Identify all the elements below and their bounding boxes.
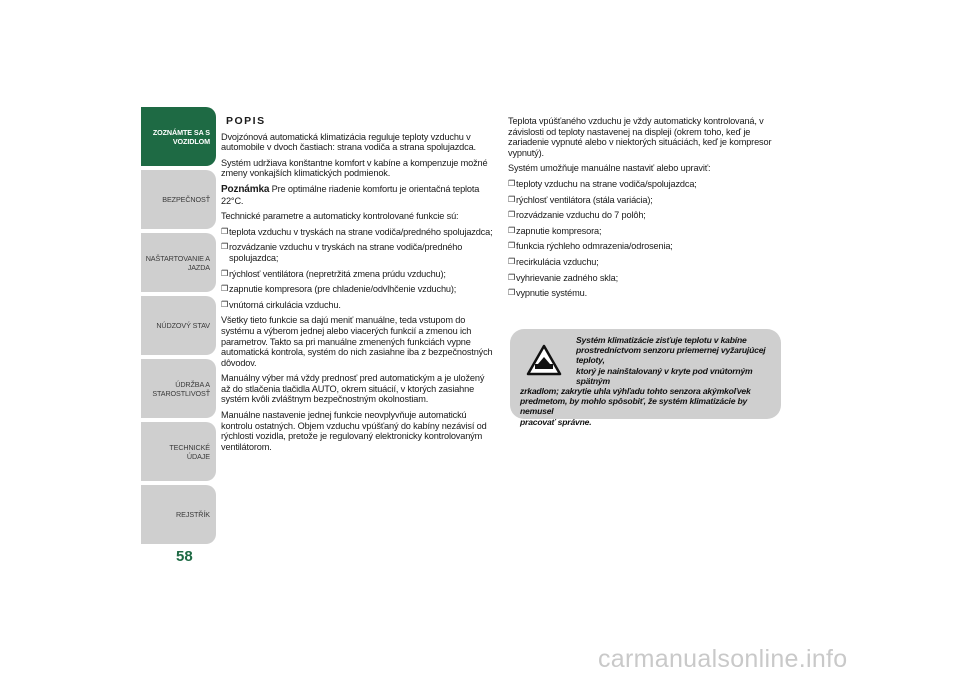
checkbox-bullet-icon: ❒ — [508, 272, 516, 282]
tab-label: ZOZNÁMTE SA S VOZIDLOM — [152, 127, 210, 146]
list-item — [221, 227, 495, 238]
list-item — [508, 179, 776, 190]
checkbox-bullet-icon: ❒ — [508, 241, 516, 251]
paragraph: Systém umožňuje manuálne nastaviť alebo upraviť: — [508, 163, 711, 174]
list-item — [508, 210, 776, 221]
section-heading: POPIS — [226, 115, 266, 127]
tab-technicke-udaje[interactable] — [141, 422, 216, 481]
list-item — [508, 273, 776, 284]
tab-label: NAŠTARTOVANIE A JAZDA — [145, 253, 210, 272]
paragraph: Manuálny výber má vždy prednosť pred automatickým a je uložený až do stlačenia tlačidla AUTO, okrem situácií, v ktorých zasiahne systém kvôli zvláštnym bezpečnostným okolnostiam. — [221, 373, 485, 405]
tab-nastartovanie-a-jazda[interactable] — [141, 233, 216, 292]
tab-label: BEZPEČNOSŤ — [162, 195, 210, 204]
tab-rejstrik[interactable] — [141, 485, 216, 544]
list-item-text: zapnutie kompresora (pre chladenie/odvlhčenie vzduchu); — [229, 284, 457, 295]
right-column — [508, 116, 776, 304]
list-item — [221, 284, 495, 295]
warning-line: zrkadlom; zakrytie uhla výhľadu tohto senzora akýmkoľvek — [520, 386, 751, 397]
checkbox-bullet-icon: ❒ — [508, 210, 516, 220]
checkbox-bullet-icon: ❒ — [221, 299, 229, 309]
warning-line: predmetom, by mohlo spôsobiť, že systém klimatizácie by nemusel — [520, 396, 748, 417]
list-item — [221, 242, 495, 263]
tab-label: NÚDZOVÝ STAV — [156, 321, 210, 330]
left-column — [221, 116, 495, 457]
note-text: Pre optimálne riadenie komfortu je orientačná teplota 22°C. — [221, 183, 480, 206]
checkbox-bullet-icon: ❒ — [508, 288, 516, 298]
paragraph: Všetky tieto funkcie sa dajú meniť manuálne, teda vstupom do systému a výberom jednej alebo viacerých funkcií a zmenou ich parametrov. Takto sa pri manuálne zmenených funkciách vypne automatická kontrola, systém do nich zasiahne iba z bezpečnostných dôvodov. — [221, 315, 493, 368]
list-item-text: rozvádzanie vzduchu v tryskách na strane vodiča/predného spolujazdca; — [229, 242, 463, 263]
checkbox-bullet-icon: ❒ — [508, 194, 516, 204]
tab-bezpecnost[interactable] — [141, 170, 216, 229]
paragraph: Manuálne nastavenie jednej funkcie neovplyvňuje automatickú kontrolu ostatných. Objem vzduchu vpúšťaný do kabíny nezávisí od rýchlosti vozidla, pretože je regulovaný elektronicky kontrolovaným ventilátorom. — [221, 410, 487, 452]
checkbox-bullet-icon: ❒ — [221, 242, 229, 252]
list-item-text: rýchlosť ventilátora (stála variácia); — [516, 194, 653, 205]
list-item — [221, 269, 495, 280]
checkbox-bullet-icon: ❒ — [221, 284, 229, 294]
warning-line: Systém klimatizácie zisťuje teplotu v kabíne — [576, 335, 747, 345]
watermark: carmanualsonline.info — [598, 645, 848, 673]
tab-label: TECHNICKÉ ÚDAJE — [169, 442, 210, 461]
page-number: 58 — [176, 548, 193, 565]
chapter-sidebar — [141, 107, 216, 547]
list-item-text: vyhrievanie zadného skla; — [516, 272, 618, 283]
checkbox-bullet-icon: ❒ — [508, 256, 516, 266]
list-item — [508, 241, 776, 252]
checkbox-bullet-icon: ❒ — [221, 268, 229, 278]
list-item-text: recirkulácia vzduchu; — [516, 256, 599, 267]
list-item-text: zapnutie kompresora; — [516, 225, 602, 236]
list-item-text: vnútorná cirkulácia vzduchu. — [229, 299, 341, 310]
list-item-text: rozvádzanie vzduchu do 7 polôh; — [516, 210, 646, 221]
note-label: Poznámka — [221, 183, 270, 195]
paragraph: Teplota vpúšťaného vzduchu je vždy automaticky kontrolovaná, v závislosti od teploty nastavenej na displeji (okrem toho, keď je zariadenie vypnuté alebo v niektorých situáciách, keď je kompresor vypnutý). — [508, 116, 772, 158]
manual-settings-list — [508, 179, 776, 299]
checkbox-bullet-icon: ❒ — [508, 178, 516, 188]
tab-label: REJSTŘÍK — [176, 510, 210, 519]
list-item — [508, 195, 776, 206]
paragraph: Technické parametre a automaticky kontrolované funkcie sú: — [221, 211, 459, 222]
list-item-text: teploty vzduchu na strane vodiča/spolujazdca; — [516, 178, 697, 189]
warning-text — [520, 335, 775, 427]
warning-line: pracovať správne. — [520, 416, 592, 427]
tab-label: ÚDRŽBA A STAROSTLIVOSŤ — [152, 379, 210, 398]
list-item-text: vypnutie systému. — [516, 288, 587, 299]
paragraph: Systém udržiava konštantne komfort v kabíne a kompenzuje možné zmeny vonkajších klimatických podmienok. — [221, 157, 488, 179]
warning-box — [510, 329, 781, 427]
feature-list — [221, 227, 495, 311]
tab-zoznamte-sa-s-vozidlom[interactable] — [141, 107, 216, 166]
tab-nudzovy-stav[interactable] — [141, 296, 216, 355]
note-paragraph — [221, 184, 495, 206]
tab-udrzba-a-starostlivost[interactable] — [141, 359, 216, 418]
list-item — [508, 226, 776, 237]
warning-line: prostredníctvom senzoru priemernej vyžarujúcej teploty, — [576, 345, 766, 366]
list-item — [221, 300, 495, 311]
checkbox-bullet-icon: ❒ — [221, 226, 229, 236]
list-item — [508, 257, 776, 268]
checkbox-bullet-icon: ❒ — [508, 225, 516, 235]
warning-line: ktorý je nainštalovaný v kryte pod vnútorným spätným — [576, 365, 753, 386]
list-item-text: funkcia rýchleho odmrazenia/odrosenia; — [516, 241, 673, 252]
list-item-text: teplota vzduchu v tryskách na strane vodiča/predného spolujazdca; — [229, 226, 493, 237]
list-item — [508, 288, 776, 299]
list-item-text: rýchlosť ventilátora (nepretržitá zmena prúdu vzduchu); — [229, 268, 446, 279]
paragraph: Dvojzónová automatická klimatizácia reguluje teploty vzduchu v automobile v dvoch častiach: strana vodiča a strana spolujazdca. — [221, 131, 476, 153]
